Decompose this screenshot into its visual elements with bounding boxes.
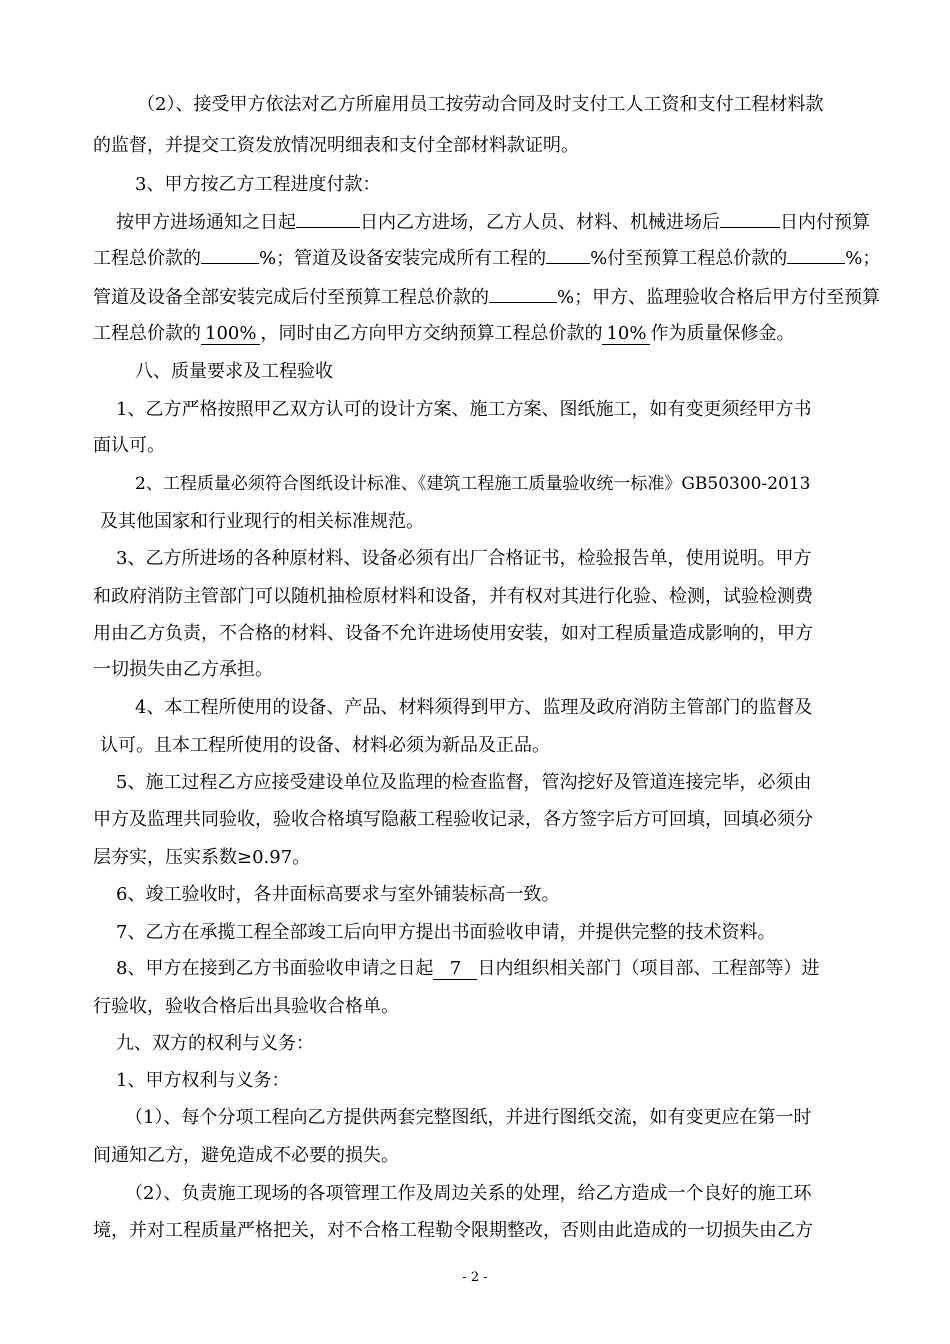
paragraph-line: 工程总价款的 %；管道及设备安装完成所有工程的 %付至预算工程总价款的 %； [93,248,881,269]
paragraph-line: 的监督，并提交工资发放情况明细表和支付全部材料款证明。 [93,135,579,156]
paragraph-line: 8、甲方在接到乙方书面验收申请之日起 7 日内组织相关部门（项目部、工程部等）进 [116,958,820,979]
filled-field: 7 [433,959,477,980]
blank-field [489,302,557,303]
blank-field [787,263,845,264]
paragraph-line: 4、本工程所使用的设备、产品、材料须得到甲方、监理及政府消防主管部门的监督及 [135,697,813,718]
paragraph-line: 境，并对工程质量严格把关，对不合格工程勒令限期整改，否则由此造成的一切损失由乙方 [93,1220,813,1241]
paragraph-line: 甲方及监理共同验收，验收合格填写隐蔽工程验收记录，各方签字后方可回填，回填必须分 [93,809,813,830]
paragraph-line: 一切损失由乙方承担。 [93,659,273,680]
paragraph-line: 7、乙方在承揽工程全部竣工后向甲方提出书面验收申请，并提供完整的技术资料。 [116,922,776,943]
filled-field: 100% [201,324,260,345]
subsection-heading: 1、甲方权利与义务： [116,1070,290,1091]
paragraph-line: 和政府消防主管部门可以随机抽检原材料和设备，并有权对其进行化验、检测，试验检测费 [93,586,813,607]
blank-field [201,263,259,264]
paragraph-line: （2）、接受甲方依法对乙方所雇用员工按劳动合同及时支付工人工资和支付工程材料款 [137,94,824,115]
paragraph-line: （1）、每个分项工程向乙方提供两套完整图纸，并进行图纸交流，如有变更应在第一时 [125,1107,812,1128]
paragraph-line: 工程总价款的 100% ，同时由乙方向甲方交纳预算工程总价款的 10% 作为质量保修金。 [93,323,795,344]
blank-field [296,227,360,228]
section-heading: 3、甲方按乙方工程进度付款： [135,174,381,195]
paragraph-line: 6、竣工验收时，各井面标高要求与室外铺装标高一致。 [116,884,560,905]
paragraph-line: 用由乙方负责，不合格的材料、设备不允许进场使用安装，如对工程质量造成影响的，甲方 [93,623,813,644]
section-heading: 九、双方的权利与义务： [116,1033,314,1054]
paragraph-line: 面认可。 [93,435,165,456]
paragraph-line: 行验收，验收合格后出具验收合格单。 [93,996,399,1017]
paragraph-line: 2、工程质量必须符合图纸设计标准、《建筑工程施工质量验收统一标准》GB50300-2013 [135,474,811,494]
paragraph-line: 认可。且本工程所使用的设备、材料必须为新品及正品。 [100,735,550,756]
blank-field [546,263,590,264]
page-number: - 2 - [462,1270,488,1285]
paragraph-line: 间通知乙方，避免造成不必要的损失。 [93,1145,399,1166]
paragraph-line: 3、乙方所进场的各种原材料、设备必须有出厂合格证书，检验报告单，使用说明。甲方 [116,548,812,569]
paragraph-line: 按甲方进场通知之日起 日内乙方进场，乙方人员、材料、机械进场后 日内付预算 [116,212,870,233]
filled-field: 10% [602,324,650,345]
paragraph-line: 及其他国家和行业现行的相关标准规范。 [100,511,424,532]
section-heading: 八、质量要求及工程验收 [135,361,333,382]
paragraph-line: 管道及设备全部安装完成后付至预算工程总价款的 %；甲方、监理验收合格后甲方付至预算 [93,287,881,308]
paragraph-line: 层夯实，压实系数≥0.97。 [93,847,311,868]
paragraph-line: （2）、负责施工现场的各项管理工作及周边关系的处理，给乙方造成一个良好的施工环 [125,1183,812,1204]
blank-field [720,227,780,228]
paragraph-line: 5、施工过程乙方应接受建设单位及监理的检查监督，管沟挖好及管道连接完毕，必须由 [116,772,812,793]
paragraph-line: 1、乙方严格按照甲乙双方认可的设计方案、施工方案、图纸施工，如有变更须经甲方书 [116,399,812,420]
